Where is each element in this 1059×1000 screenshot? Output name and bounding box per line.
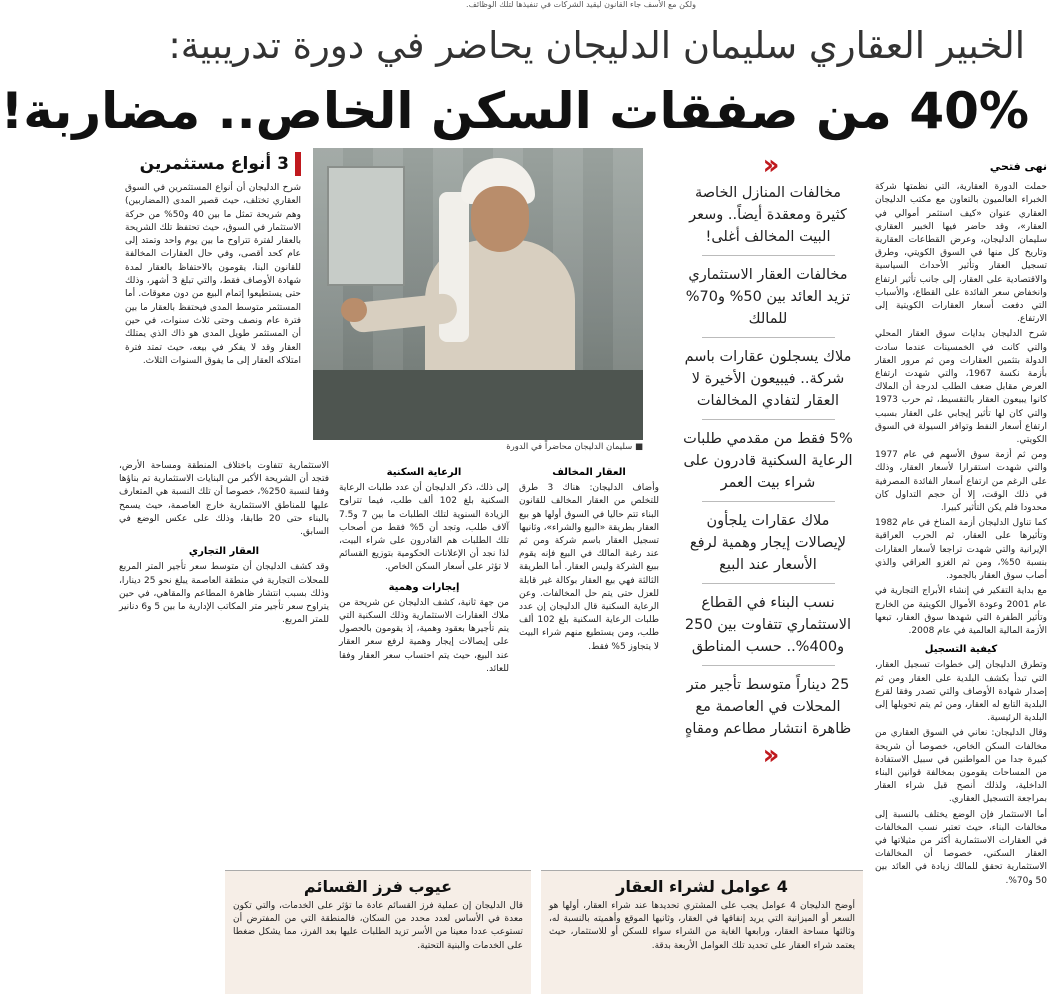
quote-divider <box>702 419 835 420</box>
photo-figure-hand <box>341 298 367 322</box>
pull-quote: ملاك عقارات يلجأون لإيصالات إيجار وهمية لرفع الأسعار عند البيع <box>689 513 847 573</box>
intro-paragraph: ومن ثم أزمة سوق الأسهم في عام 1977 والتي شهدت استقرارا لأسعار العقار، وذلك على الرغم من ارتفاع أسعار الفائدة المصرفية في ذلك الوقت، إلا أن حجم التداول كان محدودا فلم يكن التأثير كبيرا. <box>875 450 1047 514</box>
chevron-quote-icon: ‹‹ <box>762 738 774 771</box>
intro-paragraph: حملت الدورة العقارية، التي نظمتها شركة الخبراء العالميون بالتعاون مع مكتب الدليجان العقاري عنوان «كيف استثمر أموالي في العقار»، وقد حاضر فيها الخبير العقاري سليمان الدليجان، وعرض القطاعات العقارية وتاريخ كل منها في السوق الكويتي، وطرق تسجيل العقار وتأثير الأحداث السياسية والاقتصادية على العقار، إلى جانب تأثير ارتفاع وانخفاض سعر الفائدة على القطاع، والأسباب التي دفعت أسعار العقارات الكويتية إلى الارتفاع. <box>875 182 1047 325</box>
pull-quotes-column <box>673 150 863 870</box>
quote-divider <box>702 255 835 256</box>
subdivision-box-text: قال الدليجان إن عملية فرز القسائم عادة ما تؤثر على الخدمات، والتي تكون معدة في الأساس لعدد محدد من السكان، فالمنطقة التي من المفترض أن تستوعب عددا معينا من الأسر تزيد الطلبات عليها بعد الفرز، مما يشكل ضغطا على الخدمات والبنية التحتية. <box>233 901 523 951</box>
intro-paragraph: كما تناول الدليجان أزمة المناخ في عام 1982 وتأثيرها على العقار، ثم الحرب العراقية الإيرانية والتي شهدت تراجعا لأسعار العقارات بنسبة 50%، ومن ثم الغزو العراقي والذي أصاب سوق العقار بالجمود. <box>875 518 1047 582</box>
top-strip-text: ولكن مع الأسف جاء القانون ليقيد الشركات في تنفيذها لتلك الوظائف. <box>466 0 696 9</box>
pull-quote: ملاك يسجلون عقارات باسم شركة.. فيبيعون الأخيرة لا العقار لتفادي المخالفات <box>684 349 852 409</box>
subdivision-box-title: عيوب فرز القسائم <box>303 877 453 896</box>
body-paragraph: وقد كشف الدليجان أن متوسط سعر تأجير المتر المربع للمحلات التجارية في منطقة العاصمة يبلغ نحو 25 دينارا، وذلك بسبب انتشار ظاهرة المطاعم والمقاهي، في حين يتراوح سعر تأجير متر المكاتب الإدارية ما بين 5 و6 دنانير للمتر المربع. <box>119 562 329 626</box>
chevron-quote-icon: ‹‹ <box>762 148 774 181</box>
registration-paragraph: وتطرق الدليجان إلى خطوات تسجيل العقار، التي تبدأ بكشف البلدية على العقار ومن ثم إصدار شهادة الأوصاف والتي تصدر وفقا لقرع البلدية التابع له العقار، ومن ثم يتم تحويلها إلى البلدية الرئيسية. <box>875 660 1047 724</box>
body-column-3 <box>119 460 329 860</box>
registration-paragraph: وقال الدليجان: نعاني في السوق العقاري من مخالفات السكن الخاص، خصوصا أن شريحة كبيرة جدا من المواطنين في سبيل الاستفادة من المساحات يقومون بمخالفة قوانين البناء الداخلية، ولذلك أنصح قبل شراء العقار بمراجعة التسجيل العقاري. <box>875 728 1047 805</box>
subhead-housing-care: الرعاية السكنية <box>386 467 462 478</box>
pull-quote: مخالفات العقار الاستثماري تزيد العائد بين 50% و70% للمالك <box>685 267 851 327</box>
sidebar-text: شرح الدليجان أن أنواع المستثمرين في السوق العقاري تختلف، حيث قصير المدى (المضاربين) وهم شريحة تمثل ما بين 40 و50% من حركة الاستثمار في السوق، حيث تحتفظ تلك الشريحة بالعقار لفترة تتراوح ما بين يوم واحد وتمتد إلى عام كحد أقصى، وفي حال العقارات المخالفة للقانون البنا، يقومون بالاحتفاظ بالعقار لمدة شهادة الأوصاف فقط، والتي تبلغ 3 أشهر، وذلك حتى يستطيعوا إتمام البيع من دون معوقات. أما المستثمر متوسط المدى فيحتفظ بالعقار ما بين فترة عام ونصف وحتى ثلاث سنوات، في حين أن المستثمر طويل المدى هو ذاك الذي يمتلك العقار وقد لا يفكر في بيعه، حيث تمتد فترة امتلاكه العقار إلى ما يفوق السنوات الثلاث. <box>125 183 301 366</box>
subhead-fake-rents: إيجارات وهمية <box>388 581 460 593</box>
factors-box <box>541 870 863 994</box>
pull-quote: نسب البناء في القطاع الاستثماري تتفاوت بين 250 و400%.. حسب المناطق <box>684 595 852 655</box>
kicker-headline: الخبير العقاري سليمان الدليجان يحاضر في دورة تدريبية: <box>168 24 1025 67</box>
main-headline: 40% من صفقات السكن الخاص.. مضاربة! <box>0 82 1029 140</box>
intro-paragraph: شرح الدليجان بدايات سوق العقار المحلي والتي كانت في الخمسينات عندما سادت الدولة بتثمين العقارات ومن ثم مرور العقار بأزمة نكسة 1967، والتي شهدت ارتفاع العرض مقابل ضعف الطلب لدرجة أن الملاك كانوا يبيعون العقار بالتقسيط، ثم حرب 1973 والتي كان لها تأثير إيجابي على العقار بسبب ارتفاع أسعار النفط وتوافر السيولة في السوق الكويتي. <box>875 329 1047 446</box>
pull-quote: 25 ديناراً متوسط تأجير متر المحلات في العاصمة مع ظاهرة انتشار مطاعم ومقاهٍ <box>684 677 852 737</box>
quote-divider <box>702 583 835 584</box>
body-paragraph: من جهة ثانية، كشف الدليجان عن شريحة من ملاك العقارات الاستثمارية وذلك السكنية التي يتم تأجيرها بعقود وهمية، إذ يقومون بالحصول على إيصالات إيجار وهمية لرفع سعر العقار عند البيع، حيث يتم احتساب سعر العقار وفقا للعائد. <box>339 597 509 674</box>
quote-divider <box>702 501 835 502</box>
subhead-commercial-property: العقار التجاري <box>188 546 260 558</box>
intro-paragraph: مع بداية التفكير في إنشاء الأبراج التجارية في عام 2001 وعودة الأموال الكويتية من الخارج وتأثير الطفرة التي شهدها سوق العقار، تبعها الأزمة المالية العالمية في عام 2008. <box>875 586 1047 636</box>
box3-paragraph: أما الاستثمار فإن الوضع يختلف بالنسبة إلى مخالفات البناء، حيث تعتبر نسب المخالفات في العقارات الاستثمارية أكثر من مثيلاتها في العقار السكني، خصوصا أن المخالفات الاستثمارية تحقق للمالك زيادة في العائد بين 50 و70%. <box>875 809 1047 886</box>
body-column-2 <box>339 460 509 860</box>
factors-box-title: 4 عوامل لشراء العقار <box>616 877 788 896</box>
byline: نهى فتحي <box>989 160 1047 173</box>
bullet-icon: ■ <box>632 442 643 452</box>
photo-caption: ■ سليمان الدليجان محاضراً في الدورة <box>506 442 643 452</box>
pull-quote: 5% فقط من مقدمي طلبات الرعاية السكنية قادرون على شراء بيت العمر <box>683 431 853 491</box>
subdivision-box <box>225 870 531 994</box>
body-paragraph: وأضاف الدليجان: هناك 3 طرق للتخلص من العقار المخالف للقانون البناء تتم حاليا في السوق أولها هو بيع العقار بطريقة «البيع والشراء»، وثانيها تسجيل العقار باسم شركة ومن ثم عند رغبة المالك في البيع فإنه يقوم ببيع الشركة وليس العقار. أما الطريقة الثالثة فهي بيع العقار بوكالة غير قابلة للعزل حتى يتم حل المخالفات. وعن الرعاية السكنية قال الدليجان إن عدد طلبات الرعاية السكنية بلغ 102 ألف طلب، ومن يستطيع منهم شراء البيت لا يتجاوز 5% فقط. <box>519 483 659 652</box>
speaker-photo <box>313 148 643 440</box>
quote-divider <box>702 665 835 666</box>
investors-sidebar <box>125 152 301 442</box>
intro-column <box>875 160 1047 990</box>
body-paragraph: إلى ذلك، ذكر الدليجان أن عدد طلبات الرعاية السكنية بلغ 102 ألف طلب، فيما تتراوح الزيادة السنوية لتلك الطلبات ما بين 7 و7.5 آلاف طلب، وتجد أن 5% فقط من أصحاب تلك الطلبات هم القادرون على شراء البيت، لذا نجد أن الإعلانات الحكومية بتوزيع القسائم لا تؤثر على أسعار السكن الخاص. <box>339 483 509 573</box>
photo-table <box>313 370 643 440</box>
pull-quote: مخالفات المنازل الخاصة كثيرة ومعقدة أيضاً.. وسعر البيت المخالف أغلى! <box>689 185 847 245</box>
quote-divider <box>702 337 835 338</box>
body-paragraph: الاستثمارية تتفاوت باختلاف المنطقة ومساحة الأرض، فتجد أن الشريحة الأكبر من البنايات الاستثمارية تم بناؤها وفقا لنسبة 250%، خصوصا أن تلك النسبة هي المتعارف عليها للمناطق الاستثمارية خارج العاصمة، حيث يسمح بالبناء حتى 20 طابقا، وذلك على عكس الوضع في السابق. <box>119 461 329 538</box>
subhead-registration: كيفية التسجيل <box>924 644 998 656</box>
factors-box-text: أوضح الدليجان 4 عوامل يجب على المشتري تحديدها عند شراء العقار، أولها هو السعر أو الميزانية التي يريد إنفاقها في العقار، وثانيها الموقع وأهميته بالنسبة له، وثالثها مساحة العقار، ورابعها الغاية من الشراء سواء للسكن أو للاستثمار، حيث يعتمد شراء العقار على تحديد تلك العوامل الأربعة بدقة. <box>549 901 856 951</box>
photo-board <box>327 166 405 286</box>
sidebar-title: 3 أنواع مستثمرين <box>125 152 301 176</box>
photo-figure-face <box>471 186 529 252</box>
body-column-1 <box>519 460 659 860</box>
subhead-violating-property: العقار المخالف <box>552 467 626 478</box>
